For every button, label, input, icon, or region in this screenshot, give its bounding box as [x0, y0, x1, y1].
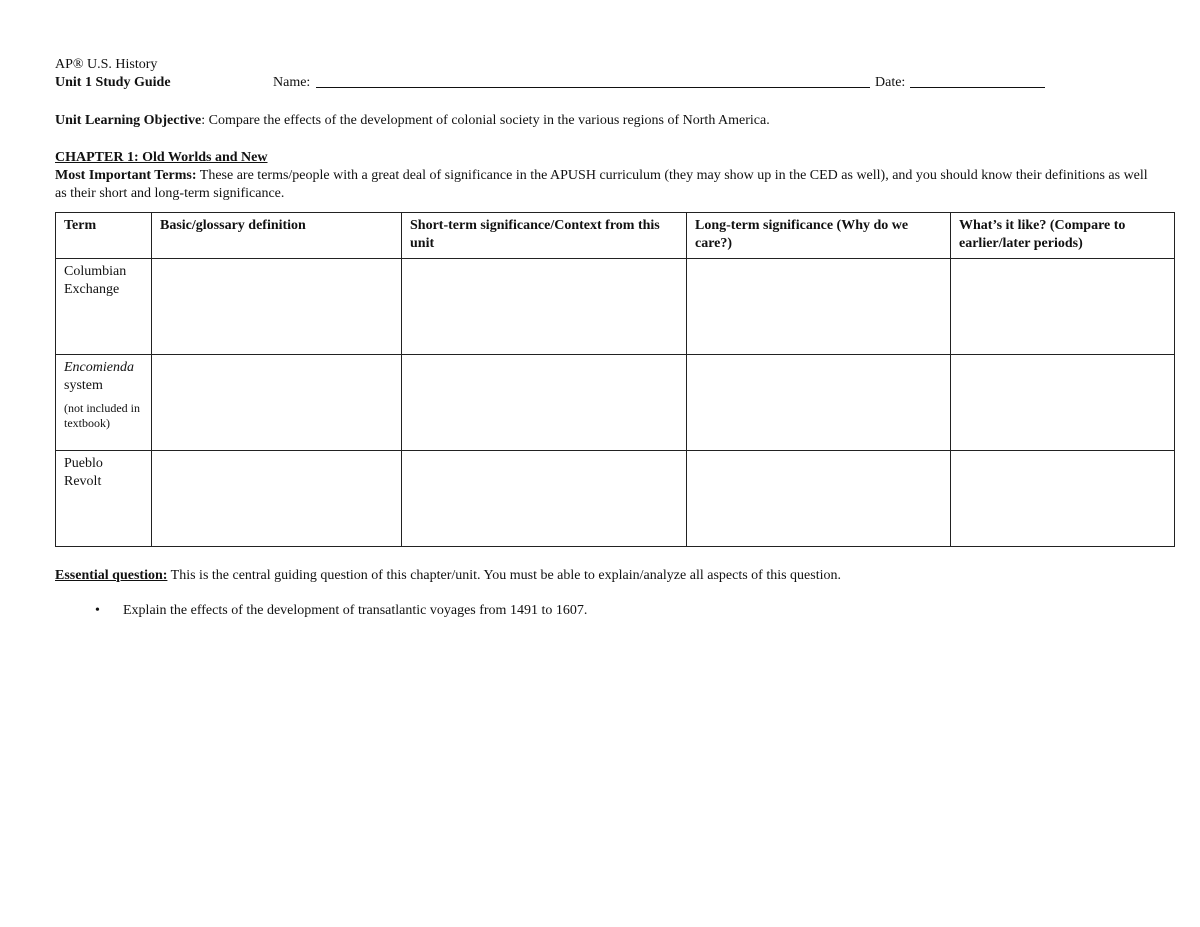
answer-cell[interactable]: [951, 451, 1175, 547]
answer-cell[interactable]: [687, 451, 951, 547]
list-item: [95, 602, 1175, 620]
col-header-compare: What’s it like? (Compare to earlier/later periods): [951, 213, 1175, 259]
name-field[interactable]: [316, 87, 870, 88]
answer-cell[interactable]: [951, 355, 1175, 451]
essential-text: This is the central guiding question of this chapter/unit. You must be able to explain/analyze all aspects of this question.: [167, 568, 841, 583]
answer-cell[interactable]: [402, 355, 687, 451]
col-header-long-term: Long-term significance (Why do we care?): [687, 213, 951, 259]
term-cell: [56, 355, 152, 451]
term-cell: Pueblo Revolt: [56, 451, 152, 547]
chapter-title: CHAPTER 1: Old Worlds and New: [55, 150, 268, 165]
answer-cell[interactable]: [951, 259, 1175, 355]
worksheet-page: [55, 56, 1175, 620]
chapter-heading: [55, 149, 1175, 167]
date-field[interactable]: [910, 87, 1045, 88]
term-cell: Columbian Exchange: [56, 259, 152, 355]
table-row: [56, 259, 1175, 355]
learning-objective: [55, 112, 1175, 130]
col-header-short-term: Short-term significance/Context from this unit: [402, 213, 687, 259]
terms-intro: [55, 167, 1155, 203]
guide-title: Unit 1 Study Guide: [55, 75, 171, 90]
essential-label: Essential question:: [55, 568, 168, 583]
bullet-icon: •: [95, 603, 100, 618]
table-row: [56, 355, 1175, 451]
essential-question: [55, 567, 1175, 585]
terms-label: Most Important Terms:: [55, 168, 197, 183]
answer-cell[interactable]: [152, 259, 402, 355]
answer-cell[interactable]: [402, 259, 687, 355]
header-row: [55, 74, 1175, 92]
bullet-text: Explain the effects of the development of transatlantic voyages from 1491 to 1607.: [123, 603, 588, 618]
table-header-row: [56, 213, 1175, 259]
terms-text: These are terms/people with a great deal of significance in the APUSH curriculum (they may show up in the CED as well), and you should know their definitions as well as their short and long-term significance.: [55, 168, 1148, 201]
objective-label: Unit Learning Objective: [55, 113, 202, 128]
date-label: Date:: [875, 75, 906, 90]
answer-cell[interactable]: [687, 355, 951, 451]
answer-cell[interactable]: [687, 259, 951, 355]
table-row: [56, 451, 1175, 547]
col-header-definition: Basic/glossary definition: [152, 213, 402, 259]
col-header-term: Term: [56, 213, 152, 259]
name-label: Name:: [273, 75, 311, 90]
answer-cell[interactable]: [152, 451, 402, 547]
terms-table: [55, 212, 1175, 547]
course-title: AP® U.S. History: [55, 57, 158, 72]
term-note: (not included in textbook): [64, 401, 140, 430]
term-rest: system: [64, 378, 103, 393]
answer-cell[interactable]: [402, 451, 687, 547]
term-italic: Encomienda: [64, 360, 134, 375]
answer-cell[interactable]: [152, 355, 402, 451]
objective-text: : Compare the effects of the development of colonial society in the various regions of North America.: [201, 113, 770, 128]
